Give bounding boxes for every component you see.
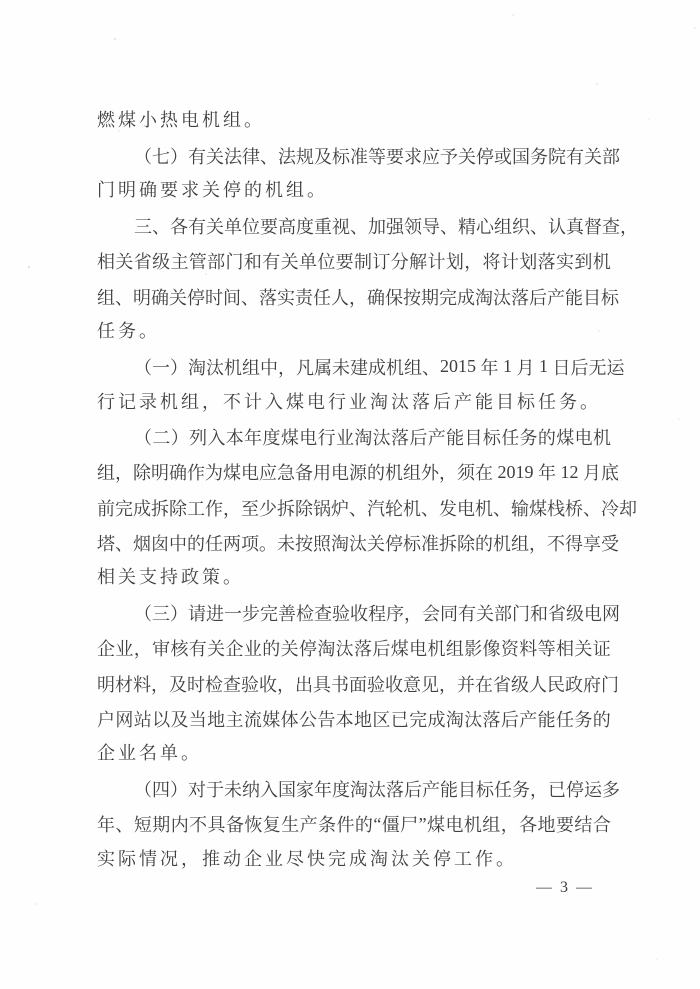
text-line: （ 七 ） 有 关 法 律 、 法 规 及 标 准 等 要 求 应 予 关 停 或 国 务 院 有 关 部	[134, 146, 620, 167]
text-line: 三 、 各 有 关 单 位 要 高 度 重 视 、 加 强 领 导 、 精 心 组 织 、 认 真 督 查 ，	[134, 217, 638, 238]
text-line: 企业名单。	[97, 743, 202, 764]
document-body	[97, 103, 638, 877]
text-line: 相关支持政策。	[97, 567, 244, 588]
text-line: 门明确要求关停的机组。	[97, 180, 328, 201]
scan-noise-specks	[0, 0, 2, 2]
text-line: 实际情况，推动企业尽快完成淘汰关停工作。	[97, 848, 517, 869]
text-line: 组 、 明 确 关 停 时 间 、 落 实 责 任 人 ， 确 保 按 期 完 成 淘 汰 落 后 产 能 目 标	[97, 287, 619, 308]
text-line: 燃煤小热电机组。	[97, 110, 265, 130]
text-line: （ 二 ） 列 入 本 年 度 煤 电 行 业 淘 汰 落 后 产 能 目 标 任 务 的 煤 电 机	[134, 428, 611, 449]
text-line: 年 、 短 期 内 不 具 备 恢 复 生 产 条 件 的 “ 僵 尸 ” 煤 电 机 组 ， 各 地 要 结 合	[97, 813, 611, 836]
text-line: 明 材 料 ， 及 时 检 查 验 收 ， 出 具 书 面 验 收 意 见 ， 并 在 省 级 人 民 政 府 门	[97, 674, 619, 695]
text-line: 户 网 站 以 及 当 地 主 流 媒 体 公 告 本 地 区 已 完 成 淘 汰 落 后 产 能 任 务 的	[97, 709, 611, 730]
text-line: （ 一 ） 淘 汰 机 组 中 ， 凡 属 未 建 成 机 组 、 2015 年 1 月 1 日 后 无 运	[134, 356, 625, 378]
text-line: 组 ， 除 明 确 作 为 煤 电 应 急 备 用 电 源 的 机 组 外 ， 须 在 2019 年 12 月 底	[97, 461, 619, 484]
text-line: 塔 、 烟 囱 中 的 任 两 项 。 未 按 照 淘 汰 关 停 标 准 拆 除 的 机 组 ， 不 得 享 受	[97, 533, 619, 554]
text-line: （ 四 ） 对 于 未 纳 入 国 家 年 度 淘 汰 落 后 产 能 目 标 任 务 ， 已 停 运 多	[134, 780, 620, 801]
text-line: 行记录机组，不计入煤电行业淘汰落后产能目标任务。	[97, 391, 601, 412]
text-line: 相 关 省 级 主 管 部 门 和 有 关 单 位 要 制 订 分 解 计 划 ， 将 计 划 落 实 到 机	[97, 252, 611, 273]
text-line: （ 三 ） 请 进 一 步 完 善 检 查 验 收 程 序 ， 会 同 有 关 部 门 和 省 级 电 网	[134, 604, 620, 625]
text-line: 任务。	[97, 321, 160, 342]
text-line: 前 完 成 拆 除 工 作 ， 至 少 拆 除 锅 炉 、 汽 轮 机 、 发 电 机 、 输 煤 栈 桥 、 冷 却	[97, 498, 637, 519]
page-number: — 3 —	[536, 879, 594, 896]
text-line: 企 业 ， 审 核 有 关 企 业 的 关 停 淘 汰 落 后 煤 电 机 组 影 像 资 料 等 相 关 证	[97, 639, 611, 660]
